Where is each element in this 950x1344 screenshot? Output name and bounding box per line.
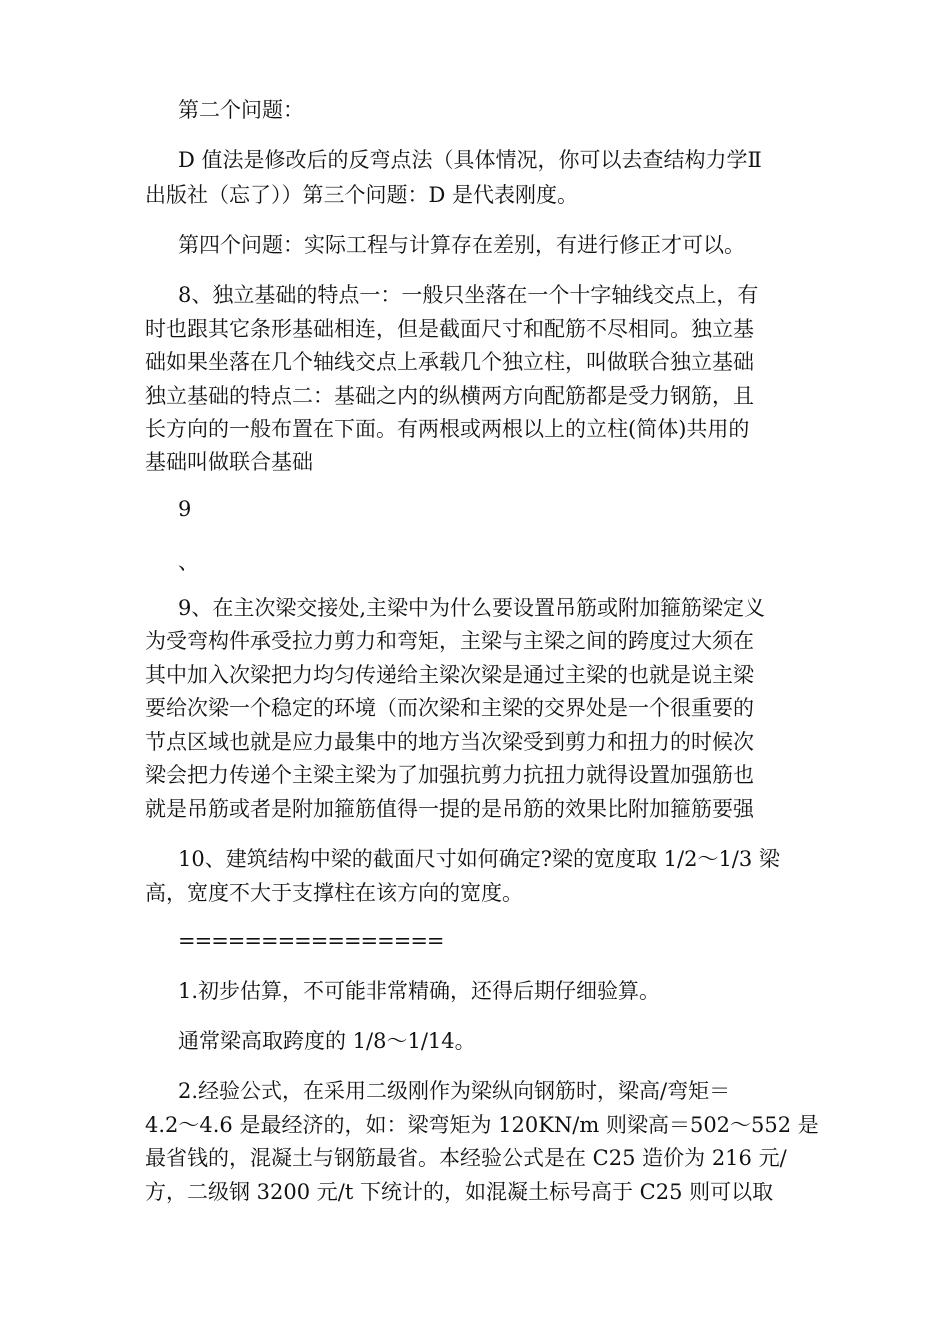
text-line: 基础叫做联合基础 bbox=[145, 450, 313, 474]
text-line: 高，宽度不大于支撑柱在该方向的宽度。 bbox=[145, 881, 523, 905]
text-line: 4.2～4.6 是最经济的，如：梁弯矩为 120KN/m 则梁高＝502～552 是 bbox=[145, 1113, 819, 1137]
text-line: 10、建筑结构中梁的截面尺寸如何确定?梁的宽度取 1/2～1/3 梁 bbox=[178, 847, 780, 871]
text-line: 9、在主次梁交接处,主梁中为什么要设置吊筋或附加箍筋梁定义 bbox=[178, 596, 766, 620]
text-line: 就是吊筋或者是附加箍筋值得一提的是吊筋的效果比附加箍筋要强 bbox=[145, 797, 754, 821]
separator-line: ================ bbox=[178, 929, 444, 953]
text-line: 时也跟其它条形基础相连，但是截面尺寸和配筋不尽相同。独立基 bbox=[145, 317, 754, 341]
text-line: 2.经验公式，在采用二级刚作为梁纵向钢筋时，梁高/弯矩＝ bbox=[178, 1079, 731, 1103]
text-line: 第四个问题：实际工程与计算存在差别，有进行修正才可以。 bbox=[178, 233, 745, 257]
text-line: 8、独立基础的特点一：一般只坐落在一个十字轴线交点上，有 bbox=[178, 283, 759, 307]
text-line: 梁会把力传递个主梁主梁为了加强抗剪力抗扭力就得设置加强筋也 bbox=[145, 763, 754, 787]
text-line: 第二个问题： bbox=[178, 98, 304, 122]
text-line: 其中加入次梁把力均匀传递给主梁次梁是通过主梁的也就是说主梁 bbox=[145, 663, 754, 687]
text-line: D 值法是修改后的反弯点法（具体情况，你可以去查结构力学Ⅱ bbox=[178, 148, 762, 172]
text-line: 节点区域也就是应力最集中的地方当次梁受到剪力和扭力的时候次 bbox=[145, 730, 754, 754]
text-line: 、 bbox=[178, 550, 199, 574]
text-line: 通常梁高取跨度的 1/8～1/14。 bbox=[178, 1029, 476, 1053]
text-line: 1.初步估算，不可能非常精确，还得后期仔细验算。 bbox=[178, 979, 661, 1003]
text-line: 最省钱的，混凝土与钢筋最省。本经验公式是在 C25 造价为 216 元/ bbox=[145, 1146, 787, 1170]
text-line: 础如果坐落在几个轴线交点上承载几个独立柱，叫做联合独立基础 bbox=[145, 350, 754, 374]
text-line: 独立基础的特点二：基础之内的纵横两方向配筋都是受力钢筋，且 bbox=[145, 384, 754, 408]
text-line: 出版社（忘了））第三个问题：D 是代表刚度。 bbox=[145, 183, 579, 207]
text-line: 9 bbox=[178, 497, 192, 521]
text-line: 长方向的一般布置在下面。有两根或两根以上的立柱(简体)共用的 bbox=[145, 417, 750, 441]
text-line: 为受弯构件承受拉力剪力和弯矩，主梁与主梁之间的跨度过大须在 bbox=[145, 629, 754, 653]
text-line: 要给次梁一个稳定的环境（而次梁和主梁的交界处是一个很重要的 bbox=[145, 696, 754, 720]
text-line: 方，二级钢 3200 元/t 下统计的，如混凝土标号高于 C25 则可以取 bbox=[145, 1180, 774, 1204]
